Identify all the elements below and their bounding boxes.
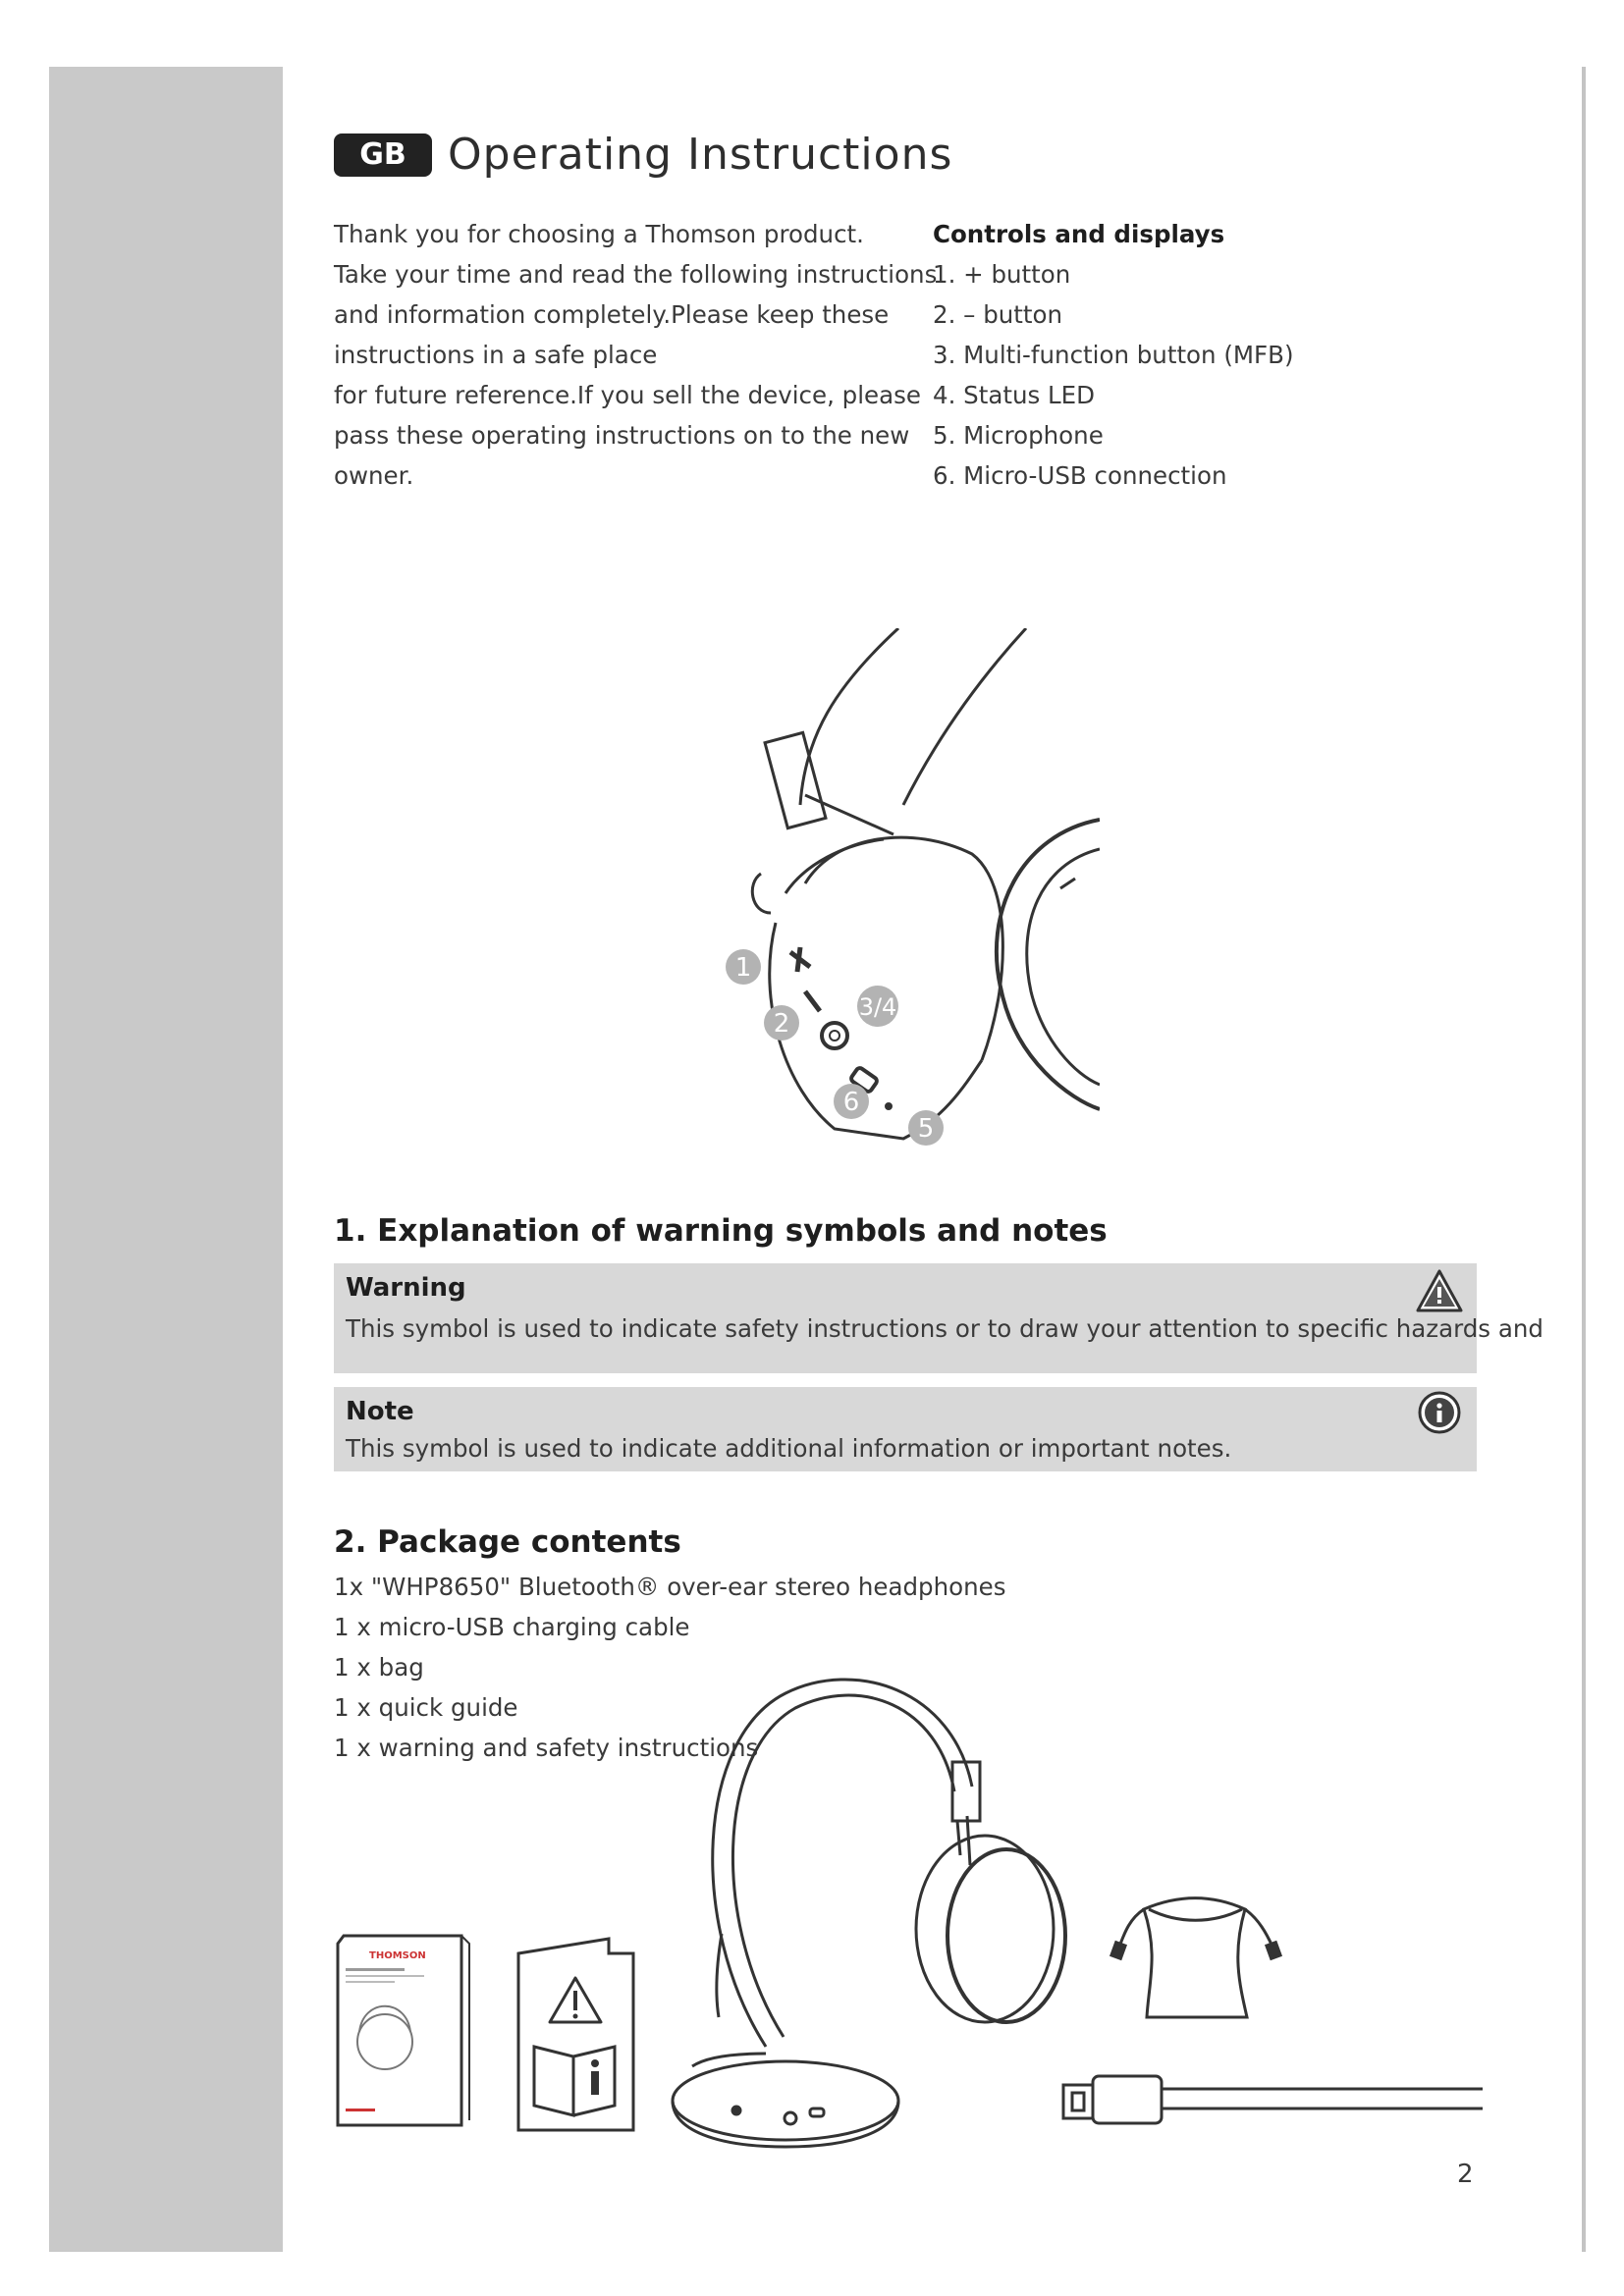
controls-item: 4. Status LED xyxy=(933,381,1096,409)
gray-sidebar xyxy=(49,67,283,2252)
controls-item: 6. Micro-USB connection xyxy=(933,461,1227,490)
callout-label: 6 xyxy=(842,1088,860,1117)
headphone-controls-illustration xyxy=(687,628,1100,1158)
intro-line: Thank you for choosing a Thomson product. xyxy=(334,220,864,248)
language-badge: GB xyxy=(334,133,432,177)
intro-paragraph xyxy=(334,214,938,496)
callout-label: 1 xyxy=(734,953,752,983)
package-item: 1 x quick guide xyxy=(334,1693,518,1722)
warning-text: This symbol is used to indicate safety instructions or to draw your attention to specific hazards and xyxy=(346,1314,1543,1343)
guide-brand-label: THOMSON xyxy=(369,1950,426,1961)
controls-list xyxy=(933,214,1294,496)
controls-item: 3. Multi-function button (MFB) xyxy=(933,341,1294,369)
intro-line: and information completely.Please keep these xyxy=(334,300,890,329)
warning-triangle-icon xyxy=(1414,1265,1465,1316)
intro-line: for future reference.If you sell the device, please xyxy=(334,381,921,409)
package-item: 1 x micro-USB charging cable xyxy=(334,1613,690,1641)
note-label: Note xyxy=(346,1397,414,1426)
safety-instructions-booklet xyxy=(518,1939,633,2130)
package-item: 1 x bag xyxy=(334,1653,424,1682)
right-margin-rule xyxy=(1582,67,1586,2252)
package-contents-illustration xyxy=(324,1669,1492,2150)
intro-line: owner. xyxy=(334,461,414,490)
section-1-heading: 1. Explanation of warning symbols and notes xyxy=(334,1213,1108,1249)
page-header xyxy=(334,130,952,180)
controls-heading: Controls and displays xyxy=(933,220,1225,248)
page-title: Operating Instructions xyxy=(448,130,953,180)
controls-item: 5. Microphone xyxy=(933,421,1104,450)
callout-marker-5 xyxy=(908,1110,944,1146)
warning-box xyxy=(334,1263,1543,1373)
section-2-heading: 2. Package contents xyxy=(334,1524,681,1560)
callout-label: 2 xyxy=(773,1009,790,1039)
controls-item: 2. – button xyxy=(933,300,1063,329)
package-item: 1 x warning and safety instructions xyxy=(334,1734,759,1762)
note-box xyxy=(334,1387,1477,1471)
controls-item: 1. + button xyxy=(933,260,1071,289)
callout-marker-6 xyxy=(834,1084,869,1119)
page-number: 2 xyxy=(1457,2160,1474,2189)
callout-marker-1 xyxy=(726,949,761,985)
warning-label: Warning xyxy=(346,1273,466,1303)
headphones-drawing xyxy=(673,1680,1065,2147)
usb-cable-drawing xyxy=(1063,2076,1483,2123)
callout-label: 3/4 xyxy=(858,993,897,1021)
intro-line: instructions in a safe place xyxy=(334,341,658,369)
package-item: 1x "WHP8650" Bluetooth® over-ear stereo headphones xyxy=(334,1573,1006,1601)
quick-guide-booklet xyxy=(338,1936,469,2125)
callout-marker-3-4 xyxy=(857,986,898,1027)
intro-line: pass these operating instructions on to the new xyxy=(334,421,910,450)
intro-line: Take your time and read the following instructions xyxy=(334,260,938,289)
callout-label: 5 xyxy=(917,1114,935,1144)
bag-drawing xyxy=(1111,1898,1280,2017)
callout-marker-2 xyxy=(764,1005,799,1041)
note-text: This symbol is used to indicate additional information or important notes. xyxy=(346,1434,1232,1463)
info-icon xyxy=(1414,1387,1465,1438)
